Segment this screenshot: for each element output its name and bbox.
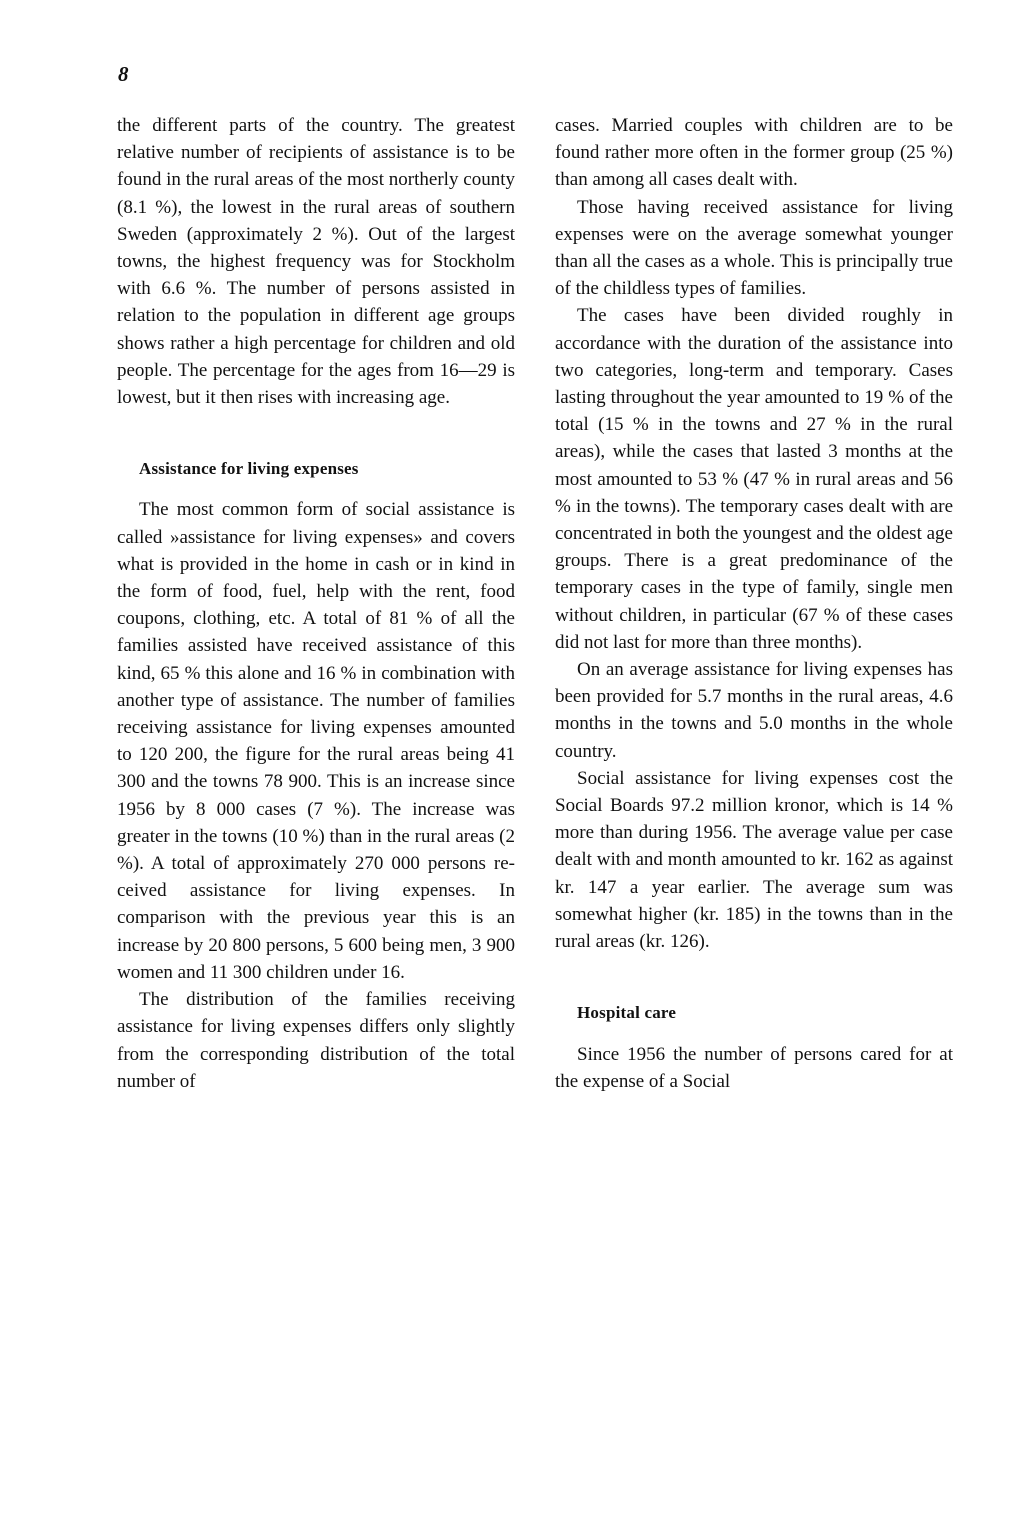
right-paragraph-3: The cases have been divided roughly in accordance with the duration of the assistance into two categories, long-term and temporary. Cases lasting throughout the year amounted to 19 % of the total (15 % in the towns and 27 % in the rural areas), while the cases that lasted 3 months at the most amounted to 53 % (47 % in rural areas and 56 % in the towns). The temporary cases dealt with are concentrated in both the youngest and the oldest age groups. There is a great predominance of the temporary cases in the type of family, single men without children, in particular (67 % of these cases did not last for more than three months). bbox=[555, 305, 953, 653]
left-paragraph-1: the different parts of the country. The greatest relative number of recipients of assistance is to be found in the rural areas of the most northerly county (8.1 %), the lowest in the rural areas of southern Sweden (approximately 2 %). Out of the largest towns, the highest frequency was for Stockholm with 6.6 %. The number of persons assisted in relation to the population in different age groups shows rather a high percentage for children and old people. The percentage for the ages from 16—29 is lowest, but it then rises with increasing age. bbox=[117, 115, 515, 409]
left-column bbox=[117, 112, 515, 1095]
right-paragraph-5: Social assistance for living expenses cost the Social Boards 97.2 million kronor, which is 14 % more than during 1956. The average value per case dealt with and month amounted to kr. 162 as against kr. 147 a year earlier. The average sum was somewhat higher (kr. 185) in the towns than in the rural areas (kr. 126). bbox=[555, 767, 953, 953]
left-paragraph-2: The most common form of social assistance is called »assistance for living expenses» and covers what is provided in the home in cash or in kind in the form of food, fuel, help with the rent, food coupons, clothing, etc. A total of 81 % of all the families assisted have received assistance of this kind, 65 % this alone and 16 % in combination with another type of assistance. The number of families receiving assistance for living expenses amounted to 120 200, the figure for the rural areas being 41 300 and the towns 78 900. This is an increase since 1956 by 8 000 cases (7 %). The increase was greater in the towns (10 %) than in the rural areas (2 %). A total of approximately 270 000 persons received assistance for living expenses. In comparison with the previous year this is an increase by 20 800 persons, 5 600 being men, 3 900 women and 11 300 children under 16. bbox=[117, 499, 515, 983]
right-paragraph-6: Since 1956 the number of persons cared for at the expense of a Social bbox=[555, 1043, 953, 1092]
right-column bbox=[555, 112, 953, 1095]
section-heading-hospital-care: Hospital care bbox=[577, 1003, 677, 1023]
right-paragraph-4: On an average assistance for living expenses has been provided for 5.7 months in the rural areas, 4.6 months in the towns and 5.0 months in the whole country. bbox=[555, 659, 953, 762]
left-paragraph-3: The distribution of the families receiving assistance for living expenses differs only slightly from the corresponding distribution of the total number of bbox=[117, 989, 515, 1092]
right-paragraph-1: cases. Married couples with children are to be found rather more often in the former group (25 %) than among all cases dealt with. bbox=[555, 115, 953, 191]
right-paragraph-2: Those having received assistance for living expenses were on the average somewhat younger than all the cases as a whole. This is principally true of the childless types of families. bbox=[555, 196, 953, 300]
section-heading-living-expenses: Assistance for living expenses bbox=[139, 459, 359, 479]
page-number: 8 bbox=[118, 62, 129, 86]
